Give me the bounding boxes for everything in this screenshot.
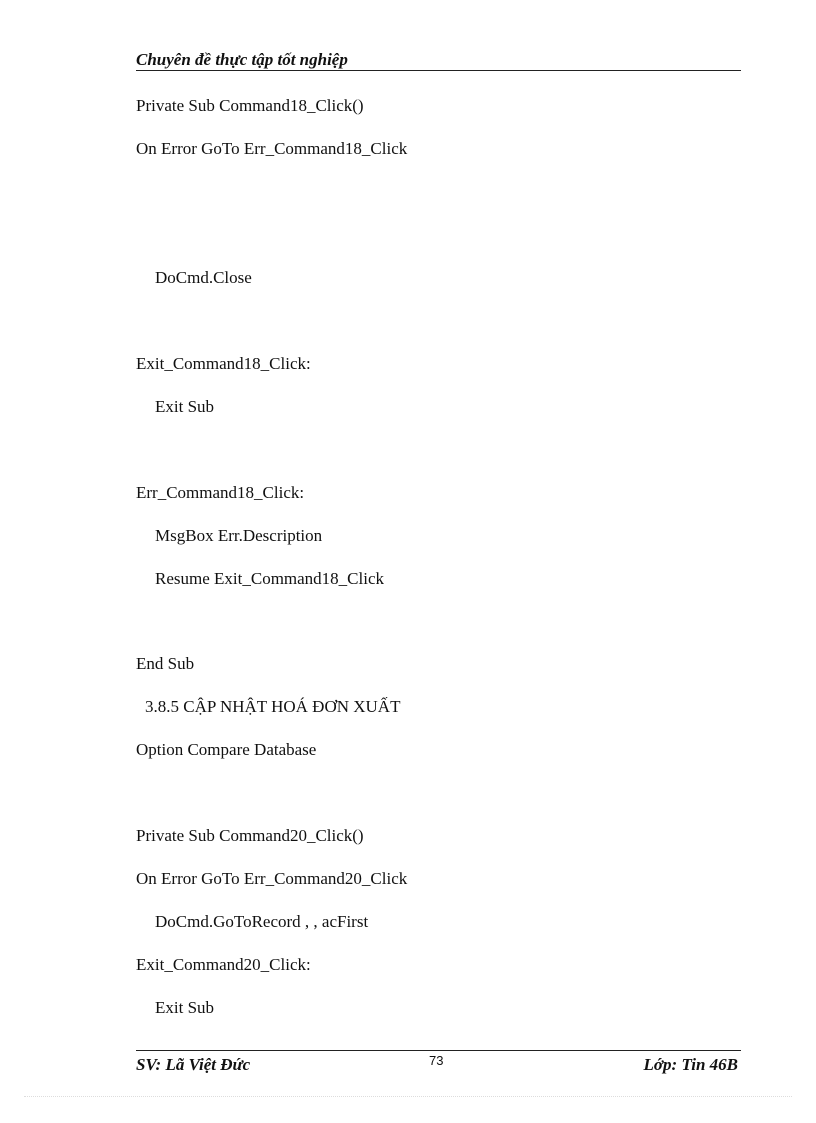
code-line: Exit Sub: [155, 397, 215, 416]
header-title: Chuyên đề thực tập tốt nghiệp: [136, 50, 348, 69]
footer-class: Lớp: Tin 46B: [643, 1055, 738, 1074]
footer-author: SV: Lã Việt Đức: [136, 1055, 251, 1074]
code-line: On Error GoTo Err_Command20_Click: [136, 869, 408, 888]
code-line: DoCmd.Close: [155, 268, 252, 287]
footer-rule: [136, 1050, 741, 1051]
code-line: MsgBox Err.Description: [155, 526, 323, 545]
code-line: Private Sub Command18_Click(): [136, 96, 364, 115]
code-line: Exit_Command18_Click:: [136, 354, 311, 373]
page-edge-divider: [24, 1096, 792, 1097]
code-line: Resume Exit_Command18_Click: [155, 569, 385, 588]
code-line: Err_Command18_Click:: [136, 483, 305, 502]
code-line: Exit Sub: [155, 998, 215, 1017]
code-line: DoCmd.GoToRecord , , acFirst: [155, 912, 369, 931]
code-line: Exit_Command20_Click:: [136, 955, 311, 974]
section-heading: 3.8.5 CẬP NHẬT HOÁ ĐƠN XUẤT: [145, 697, 401, 716]
code-line: On Error GoTo Err_Command18_Click: [136, 139, 408, 158]
page-header: [136, 48, 741, 71]
page-number: 73: [429, 1053, 444, 1068]
code-line: Private Sub Command20_Click(): [136, 826, 364, 845]
code-line: Option Compare Database: [136, 740, 317, 759]
code-line: End Sub: [136, 654, 195, 673]
